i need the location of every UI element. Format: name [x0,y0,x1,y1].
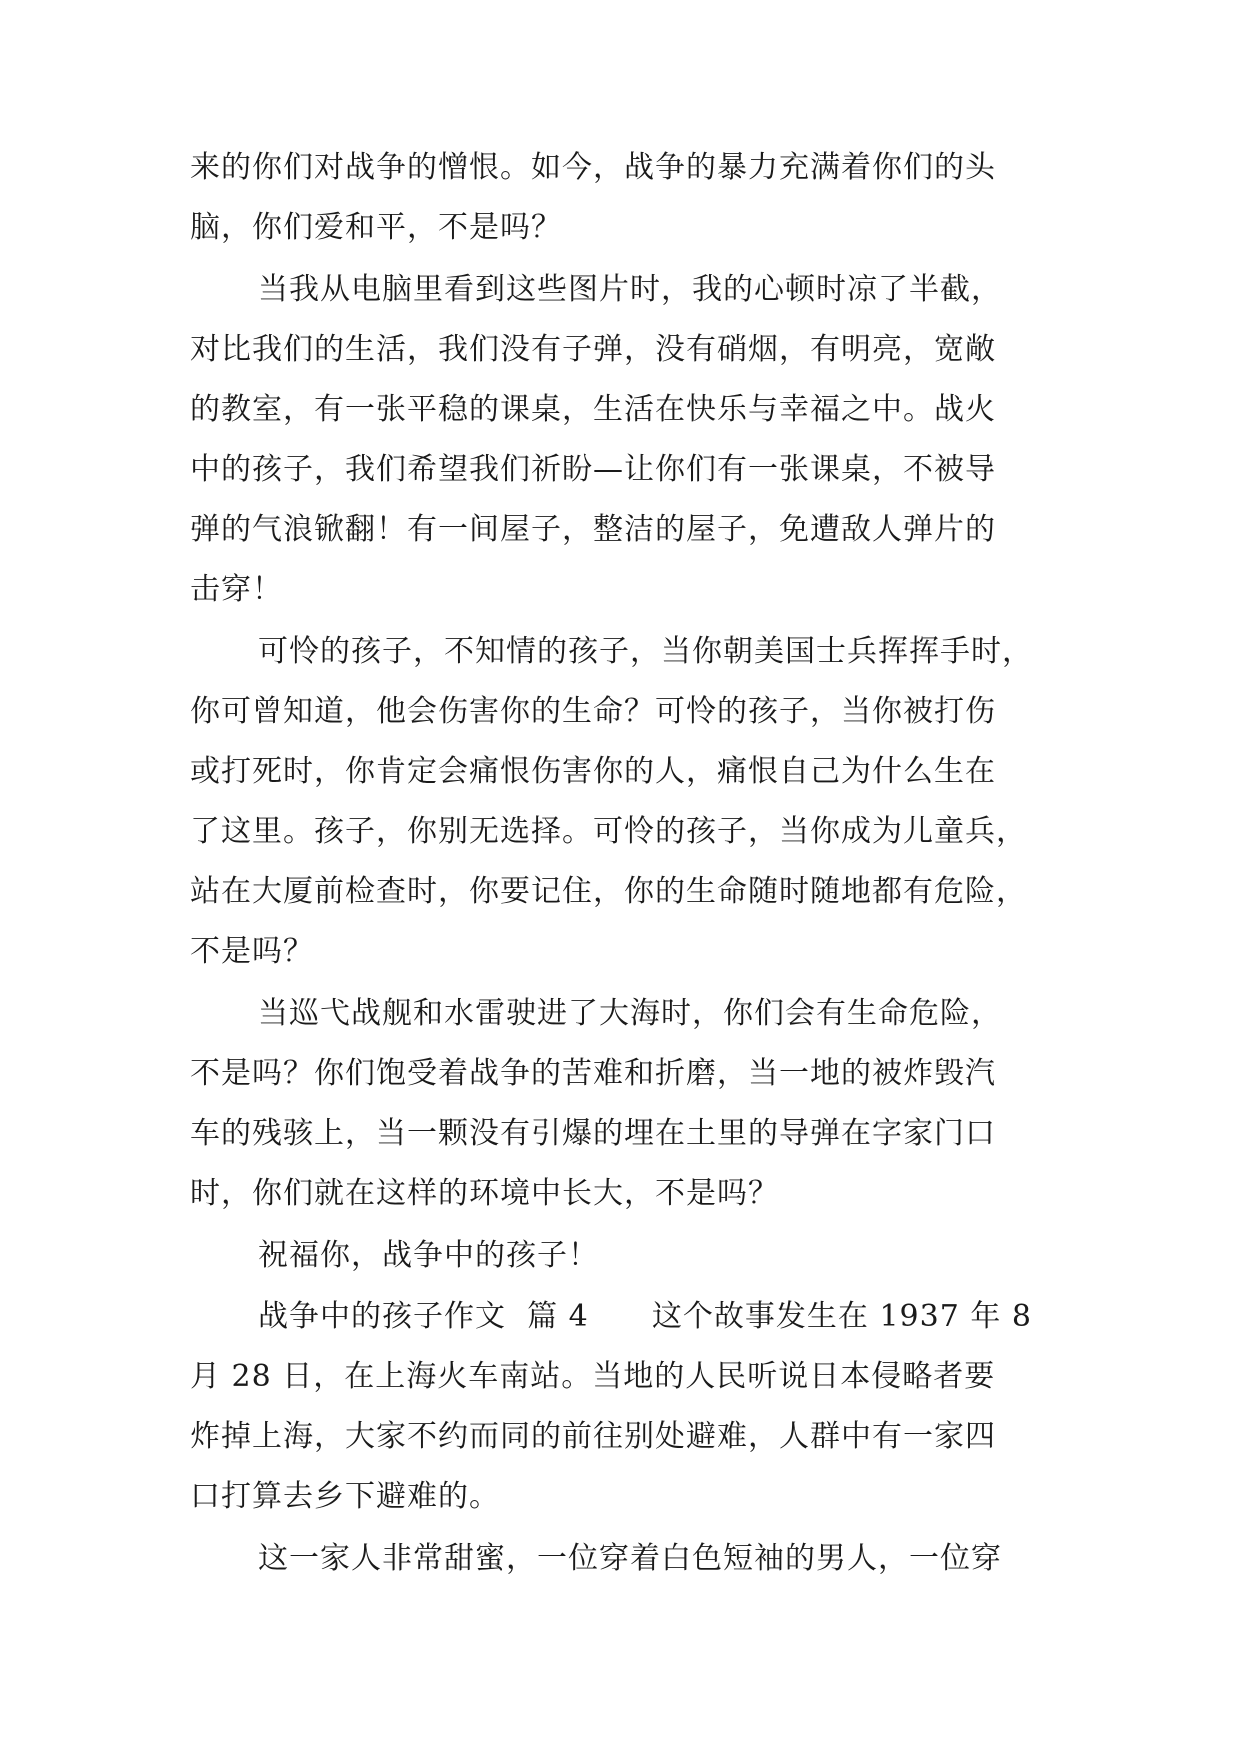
text-line: 了这里。孩子，你别无选择。可怜的孩子，当你成为儿童兵， [190,814,1027,849]
text-line: 站在大厦前检查时，你要记住，你的生命随时随地都有危险， [190,874,1027,909]
text-line: 击穿！ [190,572,283,607]
paragraph-start-line: 这一家人非常甜蜜，一位穿着白色短袖的男人，一位穿 [258,1541,1002,1576]
text-line: 脑，你们爱和平，不是吗？ [190,210,562,245]
text-line: 你可曾知道，他会伤害你的生命？可怜的孩子，当你被打伤 [190,694,996,729]
text-line: 炸掉上海，大家不约而同的前往别处避难，人群中有一家四 [190,1419,996,1454]
text-line: 或打死时，你肯定会痛恨伤害你的人，痛恨自己为什么生在 [190,754,996,789]
paragraph-start-line: 可怜的孩子，不知情的孩子，当你朝美国士兵挥挥手时， [258,634,1033,669]
paragraph-start-line: 当我从电脑里看到这些图片时，我的心顿时凉了半截， [258,272,1002,307]
text-line: 时，你们就在这样的环境中长大，不是吗？ [190,1176,779,1211]
paragraph-start-line: 祝福你，战争中的孩子！ [258,1238,599,1273]
section-heading-line: 战争中的孩子作文 篇 4 这个故事发生在 1937 年 8 [258,1299,1032,1334]
text-line: 口打算去乡下避难的。 [190,1479,500,1514]
text-line: 弹的气浪锨翻！有一间屋子，整洁的屋子，免遭敌人弹片的 [190,512,996,547]
text-line: 中的孩子，我们希望我们祈盼—让你们有一张课桌，不被导 [190,452,996,487]
text-line: 的教室，有一张平稳的课桌，生活在快乐与幸福之中。战火 [190,392,996,427]
text-line: 不是吗？你们饱受着战争的苦难和折磨，当一地的被炸毁汽 [190,1056,996,1091]
text-line: 不是吗？ [190,934,314,969]
text-line: 车的残骇上，当一颗没有引爆的埋在土里的导弹在字家门口 [190,1116,996,1151]
paragraph-start-line: 当巡弋战舰和水雷驶进了大海时，你们会有生命危险， [258,996,1002,1031]
text-line: 对比我们的生活，我们没有子弹，没有硝烟，有明亮，宽敞 [190,332,996,367]
text-line: 来的你们对战争的憎恨。如今，战争的暴力充满着你们的头 [190,150,996,185]
text-line: 月 28 日，在上海火车南站。当地的人民听说日本侵略者要 [190,1359,996,1394]
